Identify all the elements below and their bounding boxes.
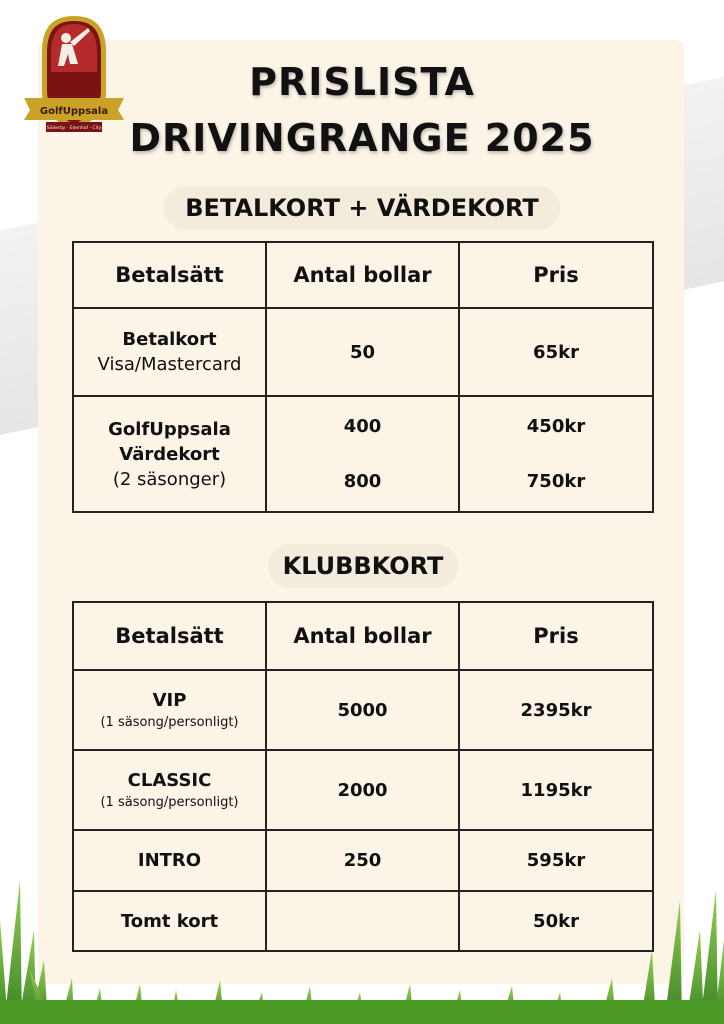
- balls-option-1: 400: [343, 416, 382, 437]
- table-row: [73, 670, 653, 750]
- grass-decoration: [0, 860, 724, 1024]
- cell-balls: 2000: [266, 750, 459, 830]
- row-sub: (2 säsonger): [112, 468, 227, 490]
- cell-price: 2395kr: [459, 670, 653, 750]
- price-table-betalkort: [72, 241, 654, 513]
- table-header-row: [73, 602, 653, 670]
- cell-betalsatt: INTRO: [73, 830, 266, 891]
- row-name-line1: GolfUppsala: [108, 418, 231, 440]
- row-sub: (1 säsong/personligt): [100, 795, 239, 810]
- cell-balls: 50: [266, 308, 459, 396]
- cell-betalsatt: [73, 750, 266, 830]
- cell-betalsatt: [73, 396, 266, 512]
- table-row: [73, 396, 653, 512]
- cell-price: 1195kr: [459, 750, 653, 830]
- header-betalsatt: Betalsätt: [73, 242, 266, 308]
- cell-betalsatt: [73, 308, 266, 396]
- cell-price: 50kr: [459, 891, 653, 951]
- cell-price: 65kr: [459, 308, 653, 396]
- row-name-line2: Värdekort: [119, 443, 220, 465]
- table-row: [73, 750, 653, 830]
- golfuppsala-logo: [22, 12, 126, 138]
- page-title-line1: PRISLISTA: [249, 60, 475, 104]
- row-name: Betalkort: [122, 329, 217, 350]
- row-name: CLASSIC: [127, 770, 212, 791]
- header-antal-bollar: Antal bollar: [266, 602, 459, 670]
- cell-balls: [266, 396, 459, 512]
- cell-balls: 250: [266, 830, 459, 891]
- price-option-2: 750kr: [526, 471, 586, 492]
- table-header-row: [73, 242, 653, 308]
- section-heading-klubbkort: KLUBBKORT: [268, 544, 458, 588]
- price-option-1: 450kr: [526, 416, 586, 437]
- balls-option-2: 800: [343, 471, 382, 492]
- page-title-line2: DRIVINGRANGE 2025: [129, 116, 595, 160]
- cell-betalsatt: [73, 670, 266, 750]
- row-sub: (1 säsong/personligt): [100, 715, 239, 730]
- row-sub: Visa/Mastercard: [97, 354, 242, 375]
- table-row: [73, 308, 653, 396]
- header-pris: Pris: [459, 602, 653, 670]
- cell-betalsatt: Tomt kort: [73, 891, 266, 951]
- logo-text: GolfUppsala: [39, 106, 109, 117]
- header-betalsatt: Betalsätt: [73, 602, 266, 670]
- section-heading-betalkort: BETALKORT + VÄRDEKORT: [164, 186, 560, 230]
- logo-subtext: Söderby · Edenhof · City: [46, 126, 102, 131]
- row-name: VIP: [152, 690, 187, 711]
- cell-price: [459, 396, 653, 512]
- header-pris: Pris: [459, 242, 653, 308]
- header-antal-bollar: Antal bollar: [266, 242, 459, 308]
- cell-price: 595kr: [459, 830, 653, 891]
- cell-balls: 5000: [266, 670, 459, 750]
